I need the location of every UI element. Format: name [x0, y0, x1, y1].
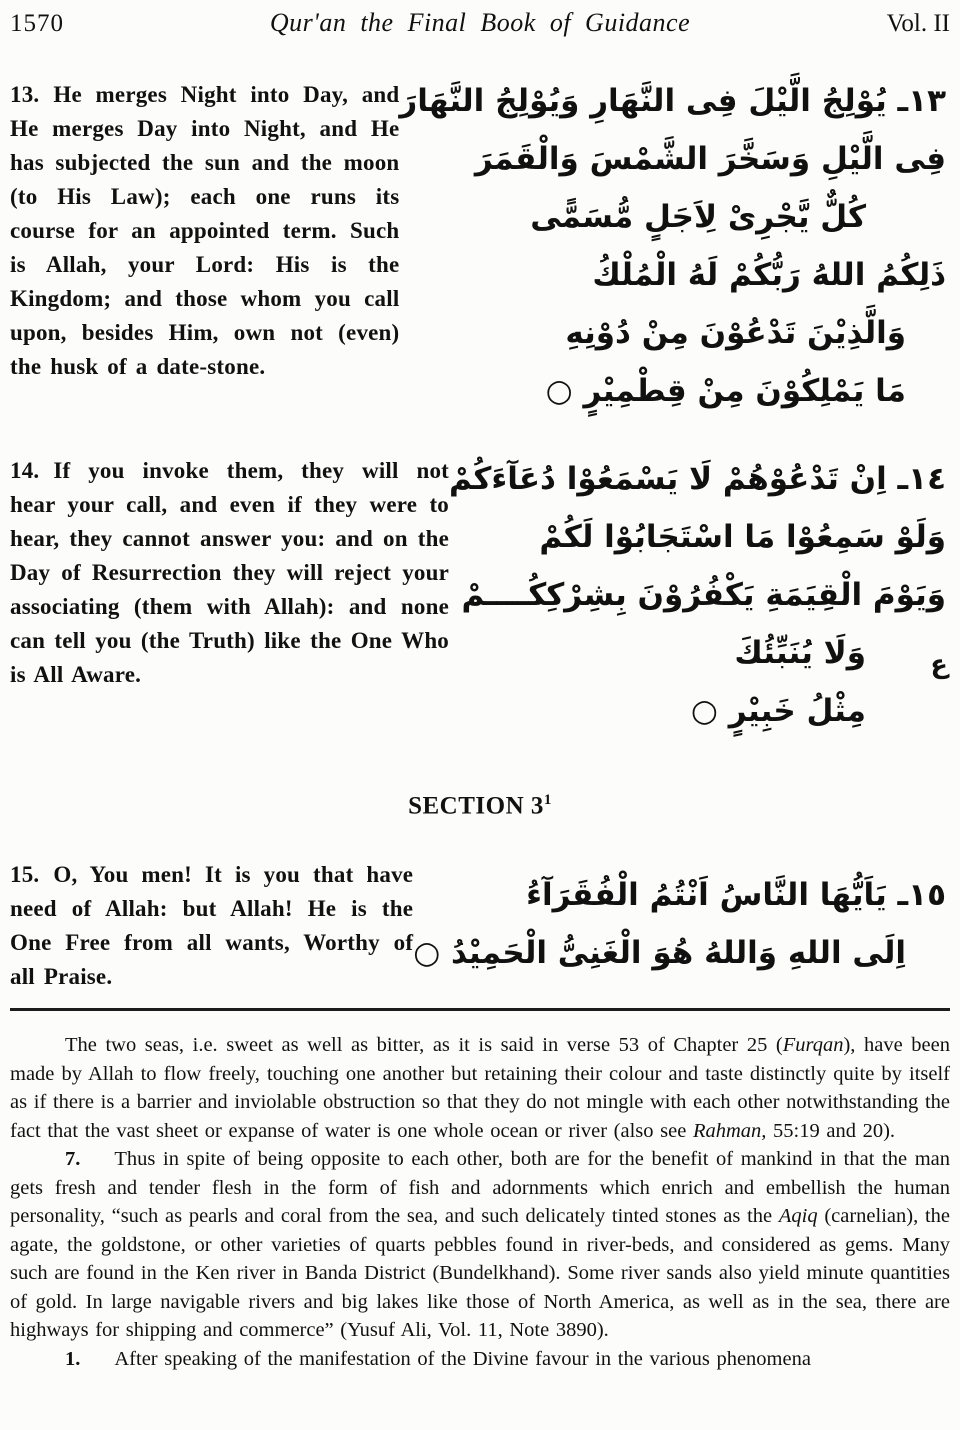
footnote-number: 1.: [65, 1347, 81, 1370]
verse-13-arabic: [399, 72, 950, 420]
footnote-divider: [10, 1008, 950, 1011]
arabic-line: ١٣ـ يُوْلِجُ الَّيْلَ فِى النَّهَارِ وَيُوْلِجُ النَّهَارَ: [399, 83, 946, 119]
verse-15-arabic: [413, 856, 950, 994]
section-heading: [10, 792, 950, 824]
arabic-line: وَالَّذِيْنَ تَدْعُوْنَ مِنْ دُوْنِهِ: [565, 315, 906, 351]
arabic-line: ١٥ـ يَاَيُّهَا النَّاسُ اَنْتُمُ الْفُقَرَآءُ: [526, 877, 946, 913]
arabic-line: مِثْلُ خَبِيْرٍ ○: [690, 693, 866, 729]
arabic-line: مَا يَمْلِكُوْنَ مِنْ قِطْمِيْرٍ ○: [545, 373, 906, 409]
verse-13-english-text: He merges Night into Day, and He merges Day into Night, and He has subjected the sun and the moon (to His Law); each one runs its course for an appointed term. Such is Allah, your Lord: His is the Kingdom; and those whom you call upon, besides Him, own not (even) the husk of a date-stone.: [10, 82, 400, 379]
footnotes-block: [10, 1031, 950, 1373]
verse-14-translation: [10, 454, 449, 756]
verse-14-row: [10, 450, 950, 756]
footnote-paragraph: [10, 1345, 950, 1374]
verse-15-number: 15.: [10, 862, 40, 887]
arabic-line: وَيَوْمَ الْقِيَمَةِ يَكْفُرُوْنَ بِشِرْكِكُــــمْ: [461, 577, 946, 613]
arabic-line: فِى الَّيْلِ وَسَخَّرَ الشَّمْسَ وَالْقَمَرَ: [474, 141, 946, 177]
page-number: 1570: [10, 10, 64, 37]
verse-13-row: [10, 72, 950, 420]
verse-13-number: 13.: [10, 82, 40, 107]
arabic-line: وَلَوْ سَمِعُوْا مَا اسْتَجَابُوْا لَكُمْ: [539, 519, 946, 555]
footnote-paragraph: [10, 1031, 950, 1145]
verse-15-row: [10, 856, 950, 994]
ruku-margin-marker: ع: [929, 649, 950, 681]
verse-14-english-text: If you invoke them, they will not hear your call, and even if they were to hear, they cannot answer you: and on the Day of Resurrection they will reject your associating (them with Allah): and none can tell you (the Truth) like the One Who is All Aware.: [10, 458, 450, 687]
volume-label: Vol. II: [886, 10, 950, 37]
arabic-line: اِلَى اللهِ وَاللهُ هُوَ الْغَنِىُّ الْحَمِيْدُ ○: [413, 935, 906, 971]
section-heading-label: SECTION 3: [408, 792, 544, 820]
footnote-text: The two seas, i.e. sweet as well as bitter, as it is said in verse 53 of Chapter 25 (Furqan), have been made by Allah to flow freely, touching one another but retaining their colour and taste distinctly quite by itself as if there is a barrier and inviolable obstruction so that they do not mingle with each other notwithstanding the fact that the vast sheet or expanse of water is one whole ocean or river (also see Rahman, 55:19 and 20).: [10, 1034, 950, 1142]
verse-15-english-text: O, You men! It is you that have need of Allah: but Allah! He is the One Free from all wants, Worthy of all Praise.: [10, 862, 414, 989]
book-title: Qur'an the Final Book of Guidance: [269, 8, 691, 37]
arabic-line: ١٤ـ اِنْ تَدْعُوْهُمْ لَا يَسْمَعُوْا دُعَآءَكُمْ: [449, 461, 946, 497]
footnote-number: 7.: [65, 1148, 81, 1170]
arabic-line: ذَلِكُمُ اللهُ رَبُّكُمْ لَهُ الْمُلْكُ: [592, 257, 946, 293]
running-head: [10, 8, 950, 42]
arabic-line: وَلَا يُنَبِّئُكَ: [734, 635, 866, 671]
verse-14-number: 14.: [10, 458, 40, 483]
footnote-text: After speaking of the manifestation of the Divine favour in the various phenomena: [114, 1347, 811, 1370]
verse-15-translation: [10, 858, 413, 994]
verse-13-translation: [10, 78, 399, 420]
arabic-line: كُلٌّ يَّجْرِىْ لِاَجَلٍ مُّسَمًّى: [530, 199, 866, 235]
section-footnote-ref: 1: [543, 792, 552, 808]
footnote-paragraph: [10, 1145, 950, 1345]
verse-14-arabic: [449, 450, 950, 756]
footnote-text: Thus in spite of being opposite to each other, both are for the benefit of mankind in that the man gets fresh and tender flesh in the form of fish and adornments which enrich and embellish the human personality, “such as pearls and coral from the sea, and such delicately tinted stones as the Aqiq (carnelian), the agate, the goldstone, or other varieties of quarts pebbles found in river-beds, and considered as gems. Many such are found in the Ken river in Banda District (Bundelkhand). Some river sands also yield minute quantities of gold. In large navigable rivers and big lakes like those of North America, as well as in the sea, there are highways for shipping and commerce” (Yusuf Ali, Vol. 11, Note 3890).: [10, 1148, 950, 1341]
